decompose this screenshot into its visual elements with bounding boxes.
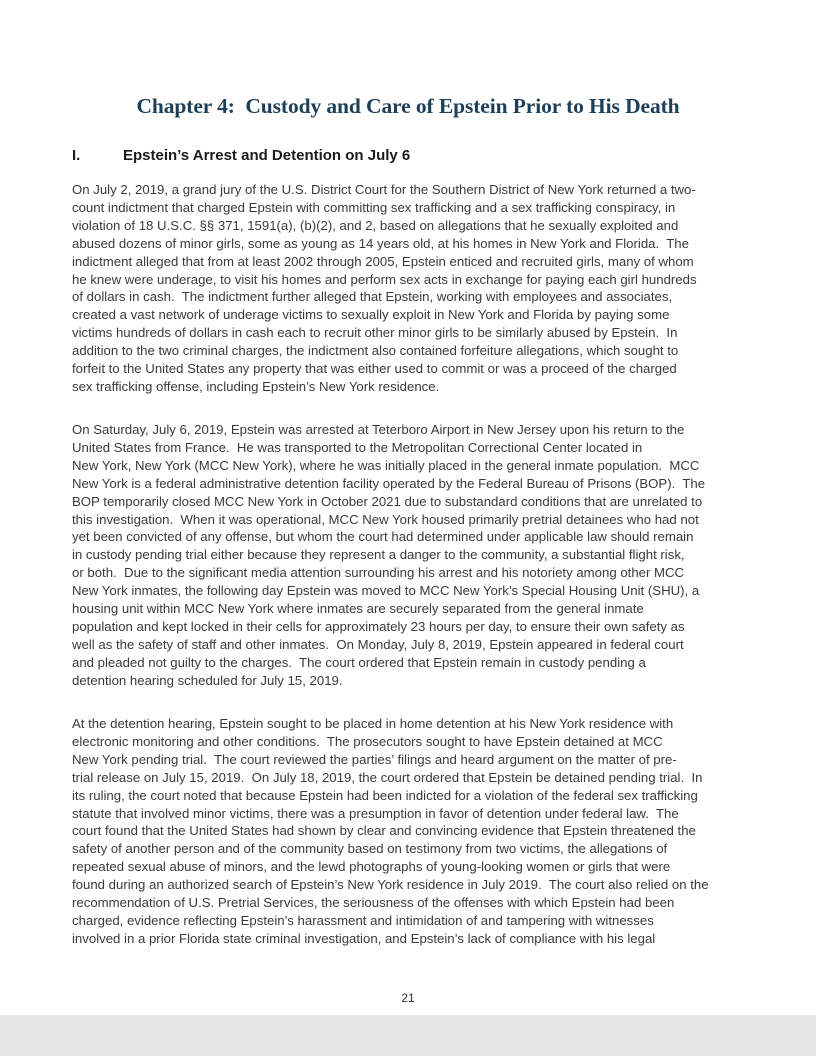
paragraph-detention-hearing: At the detention hearing, Epstein sought to be placed in home detention at his New York residence with electronic monitoring and other conditions. The prosecutors sought to have Epstein detained at MCC New York pending trial. The court reviewed the parties’ filings and heard argument on the matter of pre- trial release on July 15, 2019. On July 18, 2019, the court ordered that Epstein be detained pending trial. In its ruling, the court noted that because Epstein had been indicted for a violation of the federal sex trafficking statute that involved minor victims, there was a presumption in favor of detention under federal law. The court found that the United States had shown by clear and convincing evidence that Epstein threatened the safety of another person and of the community based on testimony from two victims, the allegations of repeated sexual abuse of minors, and the lewd photographs of young-looking women or girls that were found during an authorized search of Epstein’s New York residence in July 2019. The court also relied on the recommendation of U.S. Pretrial Services, the seriousness of the offenses with which Epstein had been charged, evidence reflecting Epstein’s harassment and intimidation of and tampering with witnesses involved in a prior Florida state criminal investigation, and Epstein’s lack of compliance with his legal [72, 716, 709, 946]
footer-band [0, 1015, 816, 1056]
section-title: Epstein’s Arrest and Detention on July 6 [123, 147, 411, 164]
chapter-title: Chapter 4: Custody and Care of Epstein Prior to His Death [136, 94, 680, 118]
section-heading [72, 147, 410, 164]
page-number: 21 [401, 991, 415, 1005]
paragraph-arrest-and-mcc: On Saturday, July 6, 2019, Epstein was arrested at Teterboro Airport in New Jersey upon his return to the United States from France. He was transported to the Metropolitan Correctional Center located in New York, New York (MCC New York), where he was initially placed in the general inmate population. MCC New York is a federal administrative detention facility operated by the Federal Bureau of Prisons (BOP). The BOP temporarily closed MCC New York in October 2021 due to substandard conditions that are unrelated to this investigation. When it was operational, MCC New York housed primarily pretrial detainees who had not yet been convicted of any offense, but whom the court had determined under applicable law should remain in custody pending trial either because they represent a danger to the community, a substantial flight risk, or both. Due to the significant media attention surrounding his arrest and his notoriety among other MCC New York inmates, the following day Epstein was moved to MCC New York’s Special Housing Unit (SHU), a housing unit within MCC New York where inmates are securely separated from the general inmate population and kept locked in their cells for approximately 23 hours per day, to ensure their own safety as well as the safety of staff and other inmates. On Monday, July 8, 2019, Epstein appeared in federal court and pleaded not guilty to the charges. The court ordered that Epstein remain in custody pending a detention hearing scheduled for July 15, 2019. [72, 422, 706, 688]
paragraph-indictment: On July 2, 2019, a grand jury of the U.S. District Court for the Southern District of New York returned a two- count indictment that charged Epstein with committing sex trafficking and a sex trafficking conspiracy, in violation of 18 U.S.C. §§ 371, 1591(a), (b)(2), and 2, based on allegations that he sexually exploited and abused dozens of minor girls, some as young as 14 years old, at his homes in New York and Florida. The indictment alleged that from at least 2002 through 2005, Epstein enticed and recruited girls, many of whom he knew were underage, to visit his homes and perform sex acts in exchange for paying each girl hundreds of dollars in cash. The indictment further alleged that Epstein, working with employees and associates, created a vast network of underage victims to sexually exploit in New York and Florida by paying some victims hundreds of dollars in cash each to recruit other minor girls to be similarly abused by Epstein. In addition to the two criminal charges, the indictment also contained forfeiture allegations, which sought to forfeit to the United States any property that was either used to commit or was a proceed of the charged sex trafficking offense, including Epstein’s New York residence. [72, 182, 697, 394]
section-number: I. [72, 147, 81, 164]
